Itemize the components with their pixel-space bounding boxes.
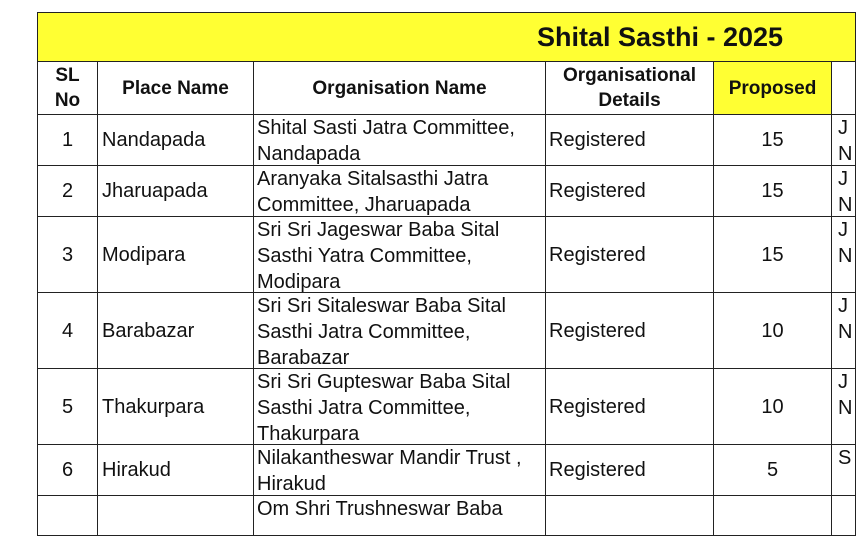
cell-extra: [832, 166, 856, 217]
table-row: [38, 369, 856, 445]
cell-organisation: [254, 293, 546, 369]
table-row: [38, 166, 856, 217]
extra-text: J N: [838, 117, 853, 165]
cell-proposed: 10: [714, 369, 832, 445]
cell-extra: [832, 217, 856, 293]
cell-extra: [832, 293, 856, 369]
table-row: [38, 217, 856, 293]
cell-place: Hirakud: [98, 445, 254, 496]
cell-organisation: [254, 166, 546, 217]
cell-proposed: 15: [714, 166, 832, 217]
cell-place: [98, 496, 254, 536]
cell-sl: 1: [38, 115, 98, 166]
cell-sl: [38, 496, 98, 536]
cell-organisation: [254, 217, 546, 293]
extra-text: S: [838, 447, 852, 469]
extra-text: J N: [838, 371, 853, 419]
cell-place: Thakurpara: [98, 369, 254, 445]
cell-details: [546, 496, 714, 536]
table-title: Shital Sasthi - 2025: [38, 13, 856, 62]
cell-organisation: [254, 115, 546, 166]
cell-details: Registered: [546, 166, 714, 217]
cell-extra: [832, 369, 856, 445]
cell-extra: [832, 445, 856, 496]
cell-place: Jharuapada: [98, 166, 254, 217]
cell-place: Barabazar: [98, 293, 254, 369]
cell-place: Nandapada: [98, 115, 254, 166]
spreadsheet-view: [37, 12, 853, 520]
organisation-text: Nilakantheswar Mandir Trust , Hirakud: [257, 447, 522, 495]
cell-details: Registered: [546, 293, 714, 369]
cell-proposed: [714, 496, 832, 536]
cell-organisation: [254, 496, 546, 536]
cell-proposed: 15: [714, 217, 832, 293]
cell-proposed: 10: [714, 293, 832, 369]
cell-organisation: [254, 369, 546, 445]
cell-details: Registered: [546, 217, 714, 293]
cell-sl: 4: [38, 293, 98, 369]
cell-sl: 6: [38, 445, 98, 496]
header-place-name: Place Name: [98, 62, 254, 115]
cell-extra: [832, 496, 856, 536]
header-sl: SL No: [38, 62, 98, 115]
organisation-text: Sri Sri Gupteswar Baba Sital Sasthi Jatra Committee, Thakurpara: [257, 371, 511, 445]
organisation-text: Sri Sri Sitaleswar Baba Sital Sasthi Jatra Committee, Barabazar: [257, 295, 506, 369]
organisation-text: Sri Sri Jageswar Baba Sital Sasthi Yatra Committee, Modipara: [257, 219, 500, 293]
cell-proposed: 5: [714, 445, 832, 496]
organisation-text: Shital Sasti Jatra Committee, Nandapada: [257, 117, 515, 165]
organisation-text: Om Shri Trushneswar Baba: [257, 498, 503, 520]
sasthi-table: [37, 12, 856, 536]
header-organisational-details: Organisational Details: [546, 62, 714, 115]
header-row: [38, 62, 856, 115]
extra-text: J N: [838, 168, 853, 216]
cell-details: Registered: [546, 369, 714, 445]
cell-details: Registered: [546, 115, 714, 166]
cell-sl: 3: [38, 217, 98, 293]
cell-sl: 2: [38, 166, 98, 217]
header-extra: [832, 62, 856, 115]
table-row-partial: [38, 496, 856, 536]
extra-text: J N: [838, 219, 853, 267]
organisation-text: Aranyaka Sitalsasthi Jatra Committee, Jharuapada: [257, 168, 489, 216]
cell-proposed: 15: [714, 115, 832, 166]
table-row: [38, 445, 856, 496]
cell-extra: [832, 115, 856, 166]
title-row: [38, 13, 856, 62]
cell-organisation: [254, 445, 546, 496]
cell-place: Modipara: [98, 217, 254, 293]
extra-text: J N: [838, 295, 853, 343]
table-row: [38, 293, 856, 369]
header-organisation-name: Organisation Name: [254, 62, 546, 115]
cell-details: Registered: [546, 445, 714, 496]
header-proposed: Proposed: [714, 62, 832, 115]
table-row: [38, 115, 856, 166]
cell-sl: 5: [38, 369, 98, 445]
